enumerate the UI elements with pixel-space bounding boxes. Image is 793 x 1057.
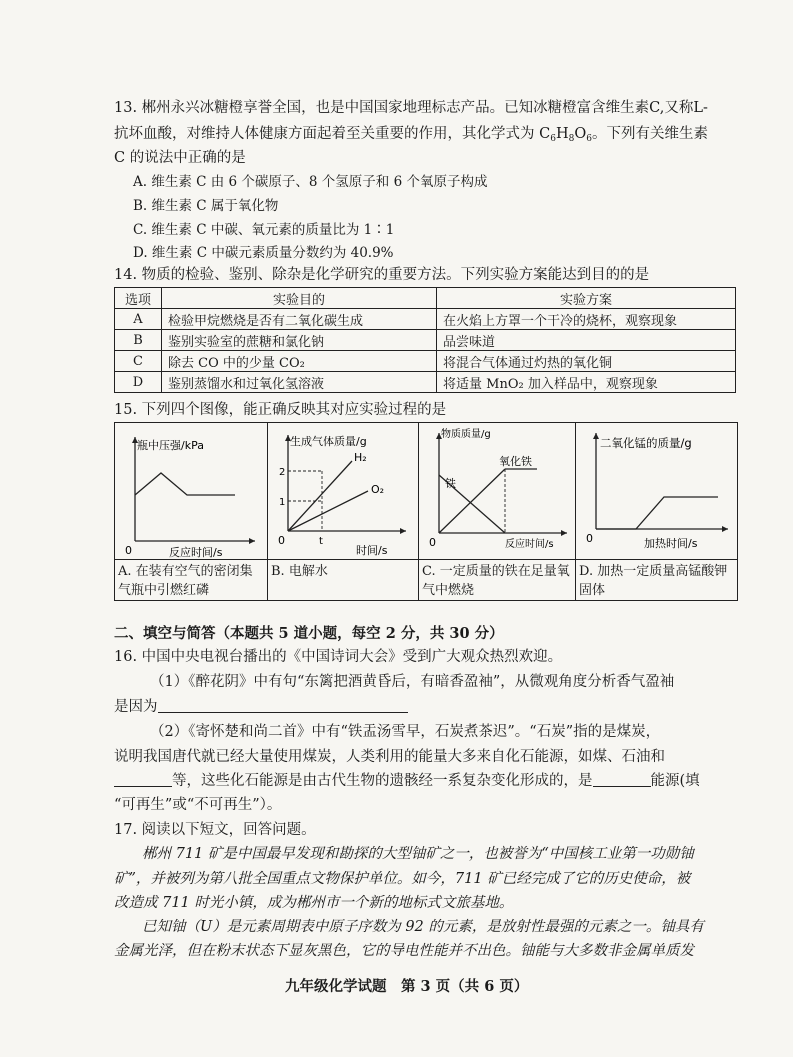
graph-b-cell — [268, 423, 419, 600]
graph-c — [419, 423, 575, 559]
q13-option-b: B. 维生素 C 属于氧化物 — [133, 198, 279, 214]
q16-part2-line1: （2）《寄怀楚和尚二首》中有“铁盂汤雪早，石炭煮茶迟”。“石炭”指的是煤炭， — [150, 724, 661, 740]
graph-b — [268, 423, 418, 559]
origin-label: 0 — [278, 534, 285, 547]
graph-a-cell — [115, 423, 268, 600]
q13-option-d: D. 维生素 C 中碳元素质量分数约为 40.9% — [133, 245, 394, 261]
origin-label: 0 — [125, 544, 132, 557]
header-goal: 实验目的 — [162, 288, 437, 309]
answer-blank[interactable] — [593, 772, 651, 787]
row-plan: 品尝味道 — [437, 330, 736, 351]
graph-a — [115, 423, 267, 559]
row-goal: 鉴别蒸馏水和过氧化氢溶液 — [162, 372, 437, 393]
y-label: 二氧化锰的质量/g — [600, 436, 692, 450]
graph-d — [576, 423, 737, 559]
q13-option-a: A. 维生素 C 由 6 个碳原子、8 个氢原子和 6 个氧原子构成 — [133, 174, 488, 190]
q15-graph-grid — [114, 422, 738, 601]
answer-blank[interactable] — [114, 772, 172, 787]
q14-stem: 14. 物质的检验、鉴别、除杂是化学研究的重要方法。下列实验方案能达到目的的是 — [114, 267, 650, 283]
x-arrow — [561, 530, 567, 536]
x-arrow — [722, 526, 728, 532]
header-option: 选项 — [115, 288, 162, 309]
header-plan: 实验方案 — [437, 288, 736, 309]
row-plan: 在火焰上方罩一个干冷的烧杯，观察现象 — [437, 309, 736, 330]
section-2-title: 二、填空与简答（本题共 5 道小题，每空 2 分，共 30 分） — [114, 625, 504, 642]
y-label: 生成气体质量/g — [290, 435, 367, 448]
y-label: 瓶中压强/kPa — [137, 439, 204, 452]
tick-2: 2 — [279, 467, 286, 478]
row-option: A — [115, 309, 162, 330]
y-arrow — [593, 433, 599, 439]
q17-stem: 17. 阅读以下短文，回答问题。 — [114, 822, 316, 838]
series-iron-oxide: 氧化铁 — [499, 455, 532, 468]
q16-stem: 16. 中国中央电视台播出的《中国诗词大会》受到广大观众热烈欢迎。 — [114, 649, 563, 665]
o2-line — [288, 491, 368, 531]
origin-label: 0 — [586, 532, 593, 545]
q17-para2-line2: 金属光泽，但在粉末状态下显灰黑色，它的导电性能并不出色。铀能与大多数非金属单质发 — [114, 943, 694, 959]
q16-part2-line4: “可再生”或“不可再生”）。 — [114, 797, 282, 813]
y-label: 物质质量/g — [441, 429, 491, 440]
graph-c-caption: C. 一定质量的铁在足量氧气中燃烧 — [422, 564, 570, 598]
x-label: 反应时间/s — [169, 546, 223, 559]
graph-b-caption: B. 电解水 — [271, 564, 328, 579]
answer-blank[interactable] — [158, 698, 408, 713]
q17-para2-line1: 已知铀（U）是元素周期表中原子序数为 92 的元素，是放射性最强的元素之一。铀具有 — [142, 919, 704, 935]
q16-part1-line1: （1）《醉花阴》中有句“东篱把酒黄昏后，有暗香盈袖”，从微观角度分析香气盈袖 — [150, 674, 675, 690]
q15-stem: 15. 下列四个图像，能正确反映其对应实验过程的是 — [114, 402, 447, 418]
tick-t: t — [319, 536, 323, 547]
graph-a-caption: A. 在装有空气的密闭集气瓶中引燃红磷 — [118, 564, 253, 598]
series-h2: H₂ — [354, 451, 367, 464]
row-goal: 检验甲烷燃烧是否有二氧化碳生成 — [162, 309, 437, 330]
page-footer: 九年级化学试题 第 3 页（共 6 页） — [285, 978, 529, 995]
row-goal: 除去 CO 中的少量 CO₂ — [162, 351, 437, 372]
q13-option-c: C. 维生素 C 中碳、氧元素的质量比为 1∶1 — [133, 222, 395, 238]
q16-part2-line2: 说明我国唐代就已经大量使用煤炭，人类利用的能量大多来自化石能源，如煤、石油和 — [114, 749, 665, 765]
x-label: 加热时间/s — [644, 537, 698, 550]
row-option: B — [115, 330, 162, 351]
table-row — [115, 351, 736, 372]
graph-c-cell — [419, 423, 576, 600]
q17-para1-line3: 改造成 711 时光小镇，成为郴州市一个新的地标式文旅基地。 — [114, 895, 514, 911]
x-label: 反应时间/s — [505, 539, 554, 550]
graph-d-caption: D. 加热一定质量高锰酸钾固体 — [579, 564, 728, 598]
x-arrow — [249, 538, 255, 544]
h2-line — [288, 461, 352, 531]
series-o2: O₂ — [371, 483, 385, 496]
q17-para1-line2: 矿”，并被列为第八批全国重点文物保护单位。如今，711 矿已经完成了它的历史使命，被 — [114, 871, 691, 887]
pressure-curve — [135, 473, 235, 495]
q16-part2-line3: 等，这些化石能源是由古代生物的遗骸经一系复杂变化形成的，是 能源(填 — [114, 771, 700, 791]
tick-1: 1 — [279, 497, 286, 508]
q13-line2: 抗坏血酸，对维持人体健康方面起着至关重要的作用，其化学式为 $C_6H_8O_6$。下列有关维生素 — [114, 126, 708, 144]
graph-d-cell — [576, 423, 737, 600]
q14-table — [114, 287, 736, 393]
table-row — [115, 372, 736, 393]
q17-para1-line1: 郴州 711 矿是中国最早发现和勘探的大型铀矿之一，也被誉为“中国核工业第一功勋铀 — [142, 846, 694, 862]
q13-line3: C 的说法中正确的是 — [114, 150, 246, 166]
q13-line1: 13. 郴州永兴冰糖橙享誉全国，也是中国国家地理标志产品。已知冰糖橙富含维生素C,又称L- — [114, 100, 708, 116]
row-option: C — [115, 351, 162, 372]
row-plan: 将适量 MnO₂ 加入样品中，观察现象 — [437, 372, 736, 393]
table-row — [115, 330, 736, 351]
origin-label: 0 — [429, 536, 436, 549]
q16-part1-line2: 是因为 — [114, 697, 408, 717]
row-plan: 将混合气体通过灼热的氧化铜 — [437, 351, 736, 372]
row-goal: 鉴别实验室的蔗糖和氯化钠 — [162, 330, 437, 351]
row-option: D — [115, 372, 162, 393]
x-label: 时间/s — [356, 544, 388, 557]
x-arrow — [400, 528, 406, 534]
mno2-curve — [596, 497, 718, 529]
table-row — [115, 309, 736, 330]
table-header-row — [115, 288, 736, 309]
series-iron: 铁 — [445, 477, 456, 490]
